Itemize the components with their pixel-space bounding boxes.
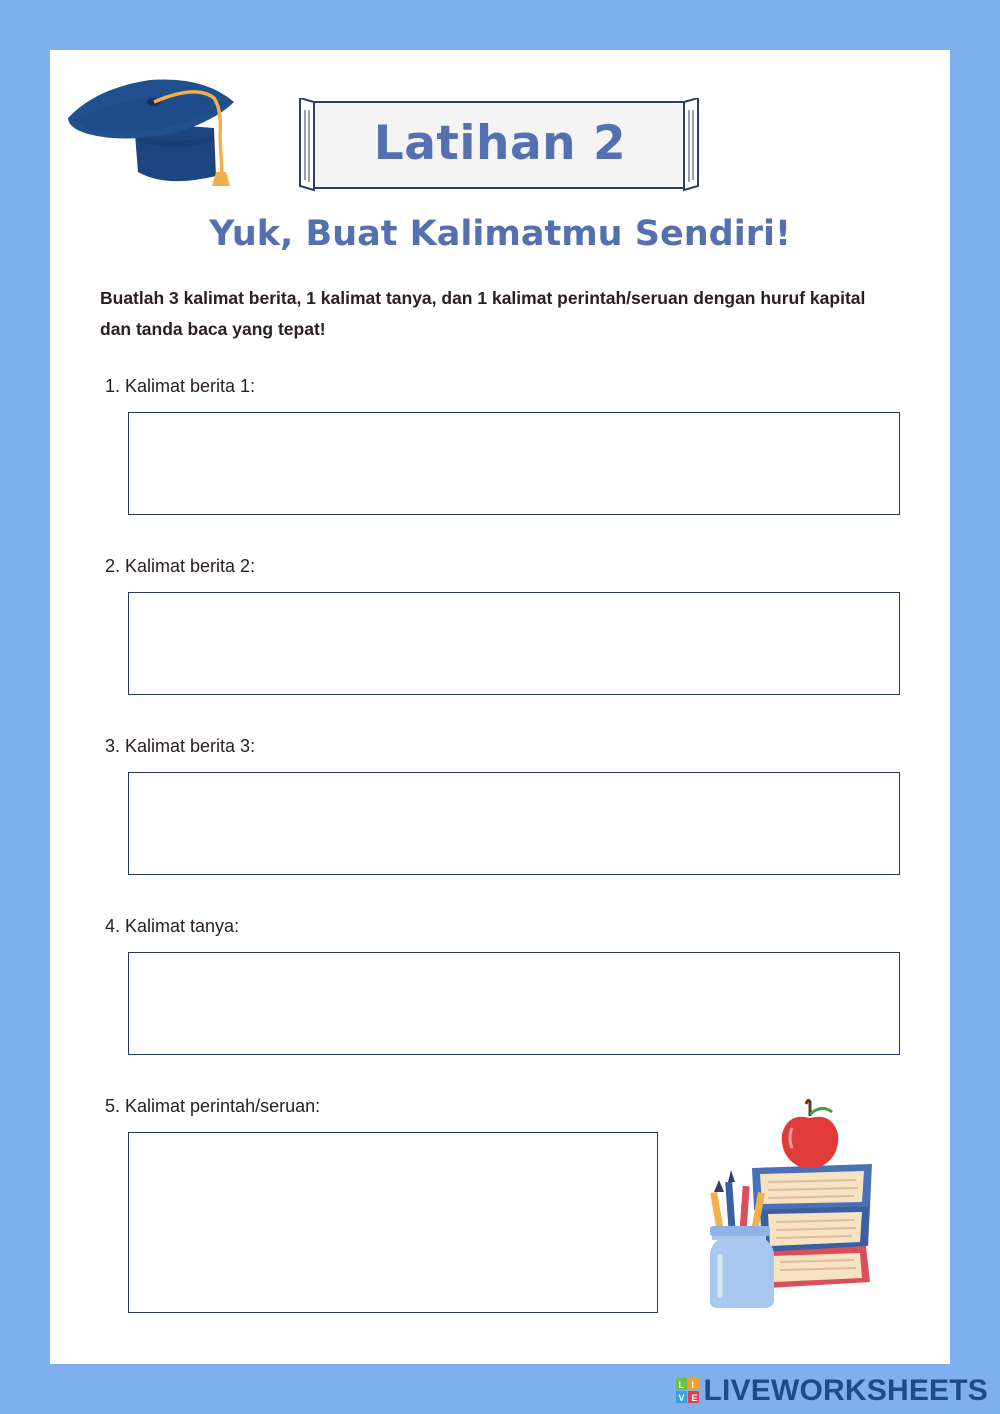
graduation-cap-icon [66,76,238,188]
logo-letter-e: E [691,1393,698,1403]
answer-box-5[interactable] [128,1132,658,1313]
answer-box-2[interactable] [128,592,900,695]
question-label-5: 5. Kalimat perintah/seruan: [105,1096,321,1116]
logo-letter-l: L [678,1380,684,1390]
worksheet-page [50,50,950,1364]
page-title: Latihan 2 [373,115,627,171]
question-label-2: 2. Kalimat berita 2: [105,556,256,576]
brand-name: LIVEWORKSHEETS [703,1374,988,1407]
logo-letter-v: V [678,1393,685,1403]
answer-box-4[interactable] [128,952,900,1055]
question-label-3: 3. Kalimat berita 3: [105,736,256,756]
question-label-4: 4. Kalimat tanya: [105,916,240,936]
answer-box-1[interactable] [128,412,900,515]
liveworksheets-brand [676,1374,989,1408]
question-label-1: 1. Kalimat berita 1: [105,376,256,396]
subtitle: Yuk, Buat Kalimatmu Sendiri! [209,214,791,254]
answer-box-3[interactable] [128,772,900,875]
logo-letter-i: I [691,1380,694,1390]
books-apple-icon [706,1096,878,1310]
liveworksheets-logo-icon [676,1378,700,1404]
instruction-text: Buatlah 3 kalimat berita, 1 kalimat tanya, dan 1 kalimat perintah/seruan dengan huruf kapital dan tanda baca yang tepat! [100,288,866,339]
